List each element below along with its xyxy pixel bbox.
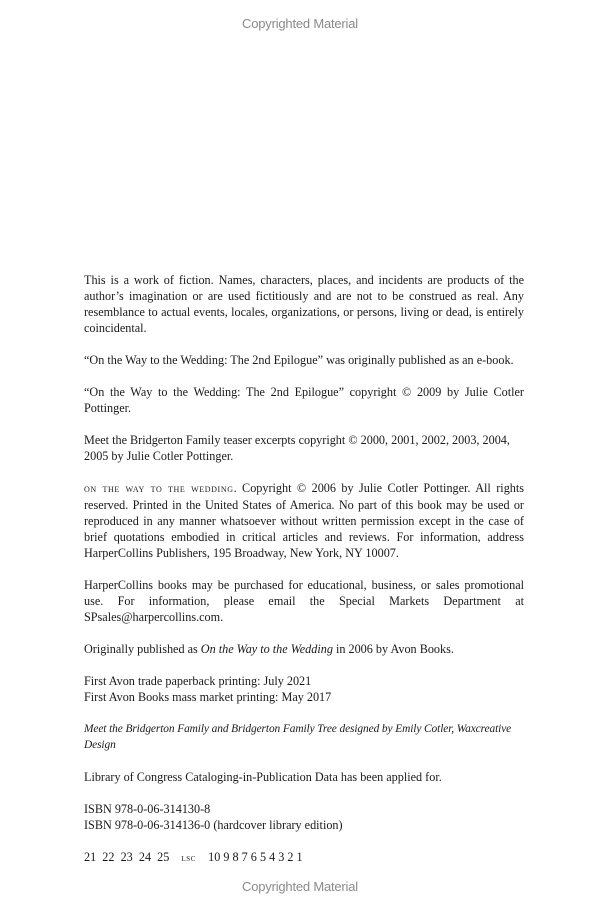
original-publication-suffix: in 2006 by Avon Books.: [332, 642, 454, 656]
original-title-italic: On the Way to the Wedding: [200, 642, 333, 656]
main-copyright-text: . Copyright © 2006 by Julie Cotler Pottinger. All rights reserved. Printed in the United States of America. No part of this book may be used or reproduced in any manner whatsoever without written permission except in the case of brief quotations embodied in critical articles and reviews. For information, address HarperCollins Publishers, 195 Broadway, New York, NY 10007.: [84, 481, 525, 560]
printing-years: 21 22 23 24 25: [84, 850, 170, 864]
printing-number-line: [84, 849, 524, 867]
original-publication-prefix: Originally published as: [84, 642, 201, 656]
original-publication: [84, 641, 524, 657]
cip-notice: Library of Congress Cataloging-in-Publication Data has been applied for.: [84, 770, 442, 784]
copyrighted-material-watermark-bottom: Copyrighted Material: [242, 879, 358, 894]
isbn-paperback: ISBN 978-0-06-314130-8: [84, 802, 211, 816]
main-copyright: [84, 480, 524, 561]
printer-code: lsc: [181, 853, 197, 864]
ebook-notice: “On the Way to the Wedding: The 2nd Epilogue” was originally published as an e-book.: [84, 353, 514, 367]
printing-line-1: First Avon trade paperback printing: July 2021: [84, 674, 312, 688]
book-title-smallcaps: on the way to the wedding: [84, 483, 234, 495]
special-sales-notice: HarperCollins books may be purchased for educational, business, or sales promotional use. For information, please email the Special Markets Department at SPsales@harpercollins.com.: [84, 578, 524, 624]
teaser-copyright: Meet the Bridgerton Family teaser excerpts copyright © 2000, 2001, 2002, 2003, 2004, 2005 by Julie Cotler Pottinger.: [84, 433, 510, 463]
design-credit: Meet the Bridgerton Family and Bridgerton Family Tree designed by Emily Cotler, Waxcreative Design: [84, 723, 512, 751]
copyright-page: [84, 272, 524, 883]
printing-numbers: 10 9 8 7 6 5 4 3 2 1: [208, 850, 303, 864]
copyrighted-material-watermark-top: Copyrighted Material: [242, 16, 358, 31]
printing-line-2: First Avon Books mass market printing: May 2017: [84, 690, 332, 704]
isbn-list: [84, 801, 524, 833]
isbn-hardcover: ISBN 978-0-06-314136-0 (hardcover library edition): [84, 818, 343, 832]
fiction-notice: This is a work of fiction. Names, characters, places, and incidents are products of the author’s imagination or are used fictitiously and are not to be construed as real. Any resemblance to actual events, locales, organizations, or persons, living or dead, is entirely coincidental.: [84, 273, 524, 335]
printing-history: [84, 673, 524, 705]
epilogue-copyright: “On the Way to the Wedding: The 2nd Epilogue” copyright © 2009 by Julie Cotler Pottinger.: [84, 385, 524, 415]
